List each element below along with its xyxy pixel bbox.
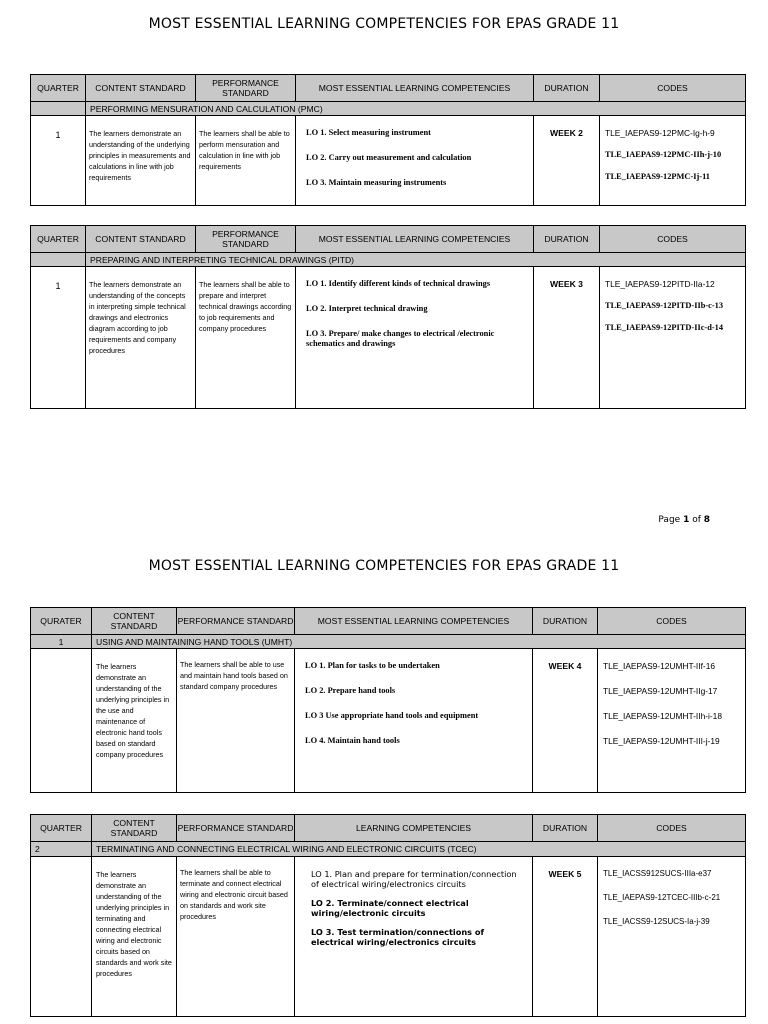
competency-item: LO 1. Identify different kinds of technical drawings bbox=[306, 279, 491, 288]
code-item: TLE_IAEPAS9-12PMC-IIh-j-10 bbox=[605, 150, 722, 159]
header-content-standard: CONTENT STANDARD bbox=[92, 815, 177, 842]
header-duration: DURATION bbox=[534, 226, 600, 253]
quarter-cell: 1 bbox=[31, 267, 86, 409]
content-standard-cell: The learners demonstrate an understanding of the underlying principles in measurements and calculations in line with job requirements bbox=[86, 116, 196, 206]
content-standard-cell: The learners demonstrate an understanding of the concepts in interpreting simple technical drawings and electronics diagram according to job requirements and company procedures bbox=[86, 267, 196, 409]
table-row bbox=[31, 267, 746, 409]
competencies-cell bbox=[296, 267, 534, 409]
content-standard-cell: The learners demonstrate an understanding of the underlying principles in terminating and connecting electrical wiring and electronic circuits based on standards and work site procedures bbox=[92, 857, 177, 1017]
section-spacer bbox=[31, 102, 86, 116]
competency-table-tcec bbox=[30, 814, 746, 1017]
code-item: TLE_IAEPAS9-12PMC-Ij-11 bbox=[605, 172, 710, 181]
duration-cell: WEEK 4 bbox=[533, 649, 598, 793]
section-title: PERFORMING MENSURATION AND CALCULATION (PMC) bbox=[86, 102, 746, 116]
header-content-standard: CONTENT STANDARD bbox=[86, 75, 196, 102]
codes-cell bbox=[598, 857, 746, 1017]
page-number: Page 1 of 8 bbox=[658, 515, 710, 525]
competency-item: LO 3 Use appropriate hand tools and equipment bbox=[305, 711, 479, 720]
competency-item: LO 3. Maintain measuring instruments bbox=[306, 178, 447, 187]
competency-item: LO 2. Terminate/connect electrical wiring/electronic circuits bbox=[311, 898, 469, 918]
header-competencies: MOST ESSENTIAL LEARNING COMPETENCIES bbox=[296, 75, 534, 102]
duration-cell: WEEK 3 bbox=[534, 267, 600, 409]
header-performance-standard: PERFORMANCE STANDARD bbox=[196, 226, 296, 253]
header-quarter: QUARTER bbox=[31, 226, 86, 253]
quarter-cell bbox=[31, 649, 92, 793]
code-item: TLE_IAEPAS9-12PITD-IIa-12 bbox=[605, 279, 715, 289]
section-quarter: 1 bbox=[31, 635, 92, 649]
section-quarter: 2 bbox=[31, 842, 92, 857]
code-item: TLE_IAEPAS9-12PMC-Ig-h-9 bbox=[605, 128, 715, 138]
competency-item: LO 2. Interpret technical drawing bbox=[306, 304, 428, 313]
performance-standard-cell: The learners shall be able to prepare and interpret technical drawings according to job requirements and company procedures bbox=[196, 267, 296, 409]
header-codes: CODES bbox=[600, 75, 746, 102]
header-content-standard: CONTENT STANDARD bbox=[86, 226, 196, 253]
section-title: USING AND MAINTAINING HAND TOOLS (UMHT) bbox=[92, 635, 746, 649]
header-quarter: QUARTER bbox=[31, 815, 92, 842]
table-row bbox=[31, 857, 746, 1017]
header-duration: DURATION bbox=[533, 608, 598, 635]
code-item: TLE_IAEPAS9-12TCEC-IIIb-c-21 bbox=[603, 893, 721, 902]
codes-cell bbox=[600, 116, 746, 206]
code-item: TLE_IAEPAS9-12UMHT-IIh-i-18 bbox=[603, 711, 722, 721]
header-quarter: QURATER bbox=[31, 608, 92, 635]
section-spacer bbox=[31, 253, 86, 267]
header-competencies: MOST ESSENTIAL LEARNING COMPETENCIES bbox=[295, 608, 533, 635]
quarter-cell: 1 bbox=[31, 116, 86, 206]
header-performance-standard: PERFORMANCE STANDARD bbox=[177, 608, 295, 635]
table-row bbox=[31, 649, 746, 793]
header-competencies: MOST ESSENTIAL LEARNING COMPETENCIES bbox=[296, 226, 534, 253]
competencies-cell bbox=[295, 649, 533, 793]
competency-item: LO 3. Test termination/connections of electrical wiring/electronics circuits bbox=[311, 927, 485, 947]
competency-item: LO 1. Plan for tasks to be undertaken bbox=[305, 661, 440, 670]
competency-item: LO 1. Plan and prepare for termination/connection of electrical wiring/electronics circuits bbox=[311, 869, 517, 889]
header-codes: CODES bbox=[598, 608, 746, 635]
code-item: TLE_IAEPAS9-12PITD-IIc-d-14 bbox=[605, 323, 724, 332]
header-duration: DURATION bbox=[534, 75, 600, 102]
duration-cell: WEEK 5 bbox=[533, 857, 598, 1017]
code-item: TLE_IAEPAS9-12UMHT-IIf-16 bbox=[603, 661, 716, 671]
section-title: TERMINATING AND CONNECTING ELECTRICAL WIRING AND ELECTRONIC CIRCUITS (TCEC) bbox=[92, 842, 746, 857]
competency-item: LO 4. Maintain hand tools bbox=[305, 736, 400, 745]
performance-standard-cell: The learners shall be able to perform mensuration and calculation in line with job requirements bbox=[196, 116, 296, 206]
competency-table-pmc bbox=[30, 74, 746, 206]
performance-standard-cell: The learners shall be able to use and maintain hand tools based on standard company procedures bbox=[177, 649, 295, 793]
page-title: MOST ESSENTIAL LEARNING COMPETENCIES FOR EPAS GRADE 11 bbox=[148, 558, 620, 574]
code-item: TLE_IAEPAS9-12UMHT-IIg-17 bbox=[603, 686, 718, 696]
table-row bbox=[31, 116, 746, 206]
competency-item: LO 2. Prepare hand tools bbox=[305, 686, 396, 695]
header-content-standard: CONTENT STANDARD bbox=[92, 608, 177, 635]
performance-standard-cell: The learners shall be able to terminate and connect electrical wiring and electronic circuit based on standards and work site procedures bbox=[177, 857, 295, 1017]
quarter-cell bbox=[31, 857, 92, 1017]
competencies-cell bbox=[295, 857, 533, 1017]
code-item: TLE_IAEPAS9-12PITD-IIb-c-13 bbox=[605, 301, 724, 310]
competency-item: LO 2. Carry out measurement and calculation bbox=[306, 153, 472, 162]
header-competencies: LEARNING COMPETENCIES bbox=[295, 815, 533, 842]
header-performance-standard: PERFORMANCE STANDARD bbox=[177, 815, 295, 842]
competency-item: LO 3. Prepare/ make changes to electrical /electronic schematics and drawings bbox=[306, 329, 495, 348]
section-title: PREPARING AND INTERPRETING TECHNICAL DRAWINGS (PITD) bbox=[86, 253, 746, 267]
codes-cell bbox=[600, 267, 746, 409]
duration-cell: WEEK 2 bbox=[534, 116, 600, 206]
code-item: TLE_IACSS9-12SUCS-Ia-j-39 bbox=[603, 917, 710, 926]
header-performance-standard: PERFORMANCE STANDARD bbox=[196, 75, 296, 102]
code-item: TLE_IACSS912SUCS-IIIa-e37 bbox=[603, 869, 712, 878]
codes-cell bbox=[598, 649, 746, 793]
page-title: MOST ESSENTIAL LEARNING COMPETENCIES FOR EPAS GRADE 11 bbox=[148, 16, 620, 32]
header-quarter: QUARTER bbox=[31, 75, 86, 102]
header-codes: CODES bbox=[600, 226, 746, 253]
competency-table-umht bbox=[30, 607, 746, 793]
competency-table-pitd bbox=[30, 225, 746, 409]
header-duration: DURATION bbox=[533, 815, 598, 842]
competency-item: LO 1. Select measuring instrument bbox=[306, 128, 431, 137]
code-item: TLE_IAEPAS9-12UMHT-III-j-19 bbox=[603, 736, 720, 746]
content-standard-cell: The learners demonstrate an understanding of the underlying principles in the use and maintenance of electronic hand tools based on standard company procedures bbox=[92, 649, 177, 793]
competencies-cell bbox=[296, 116, 534, 206]
header-codes: CODES bbox=[598, 815, 746, 842]
